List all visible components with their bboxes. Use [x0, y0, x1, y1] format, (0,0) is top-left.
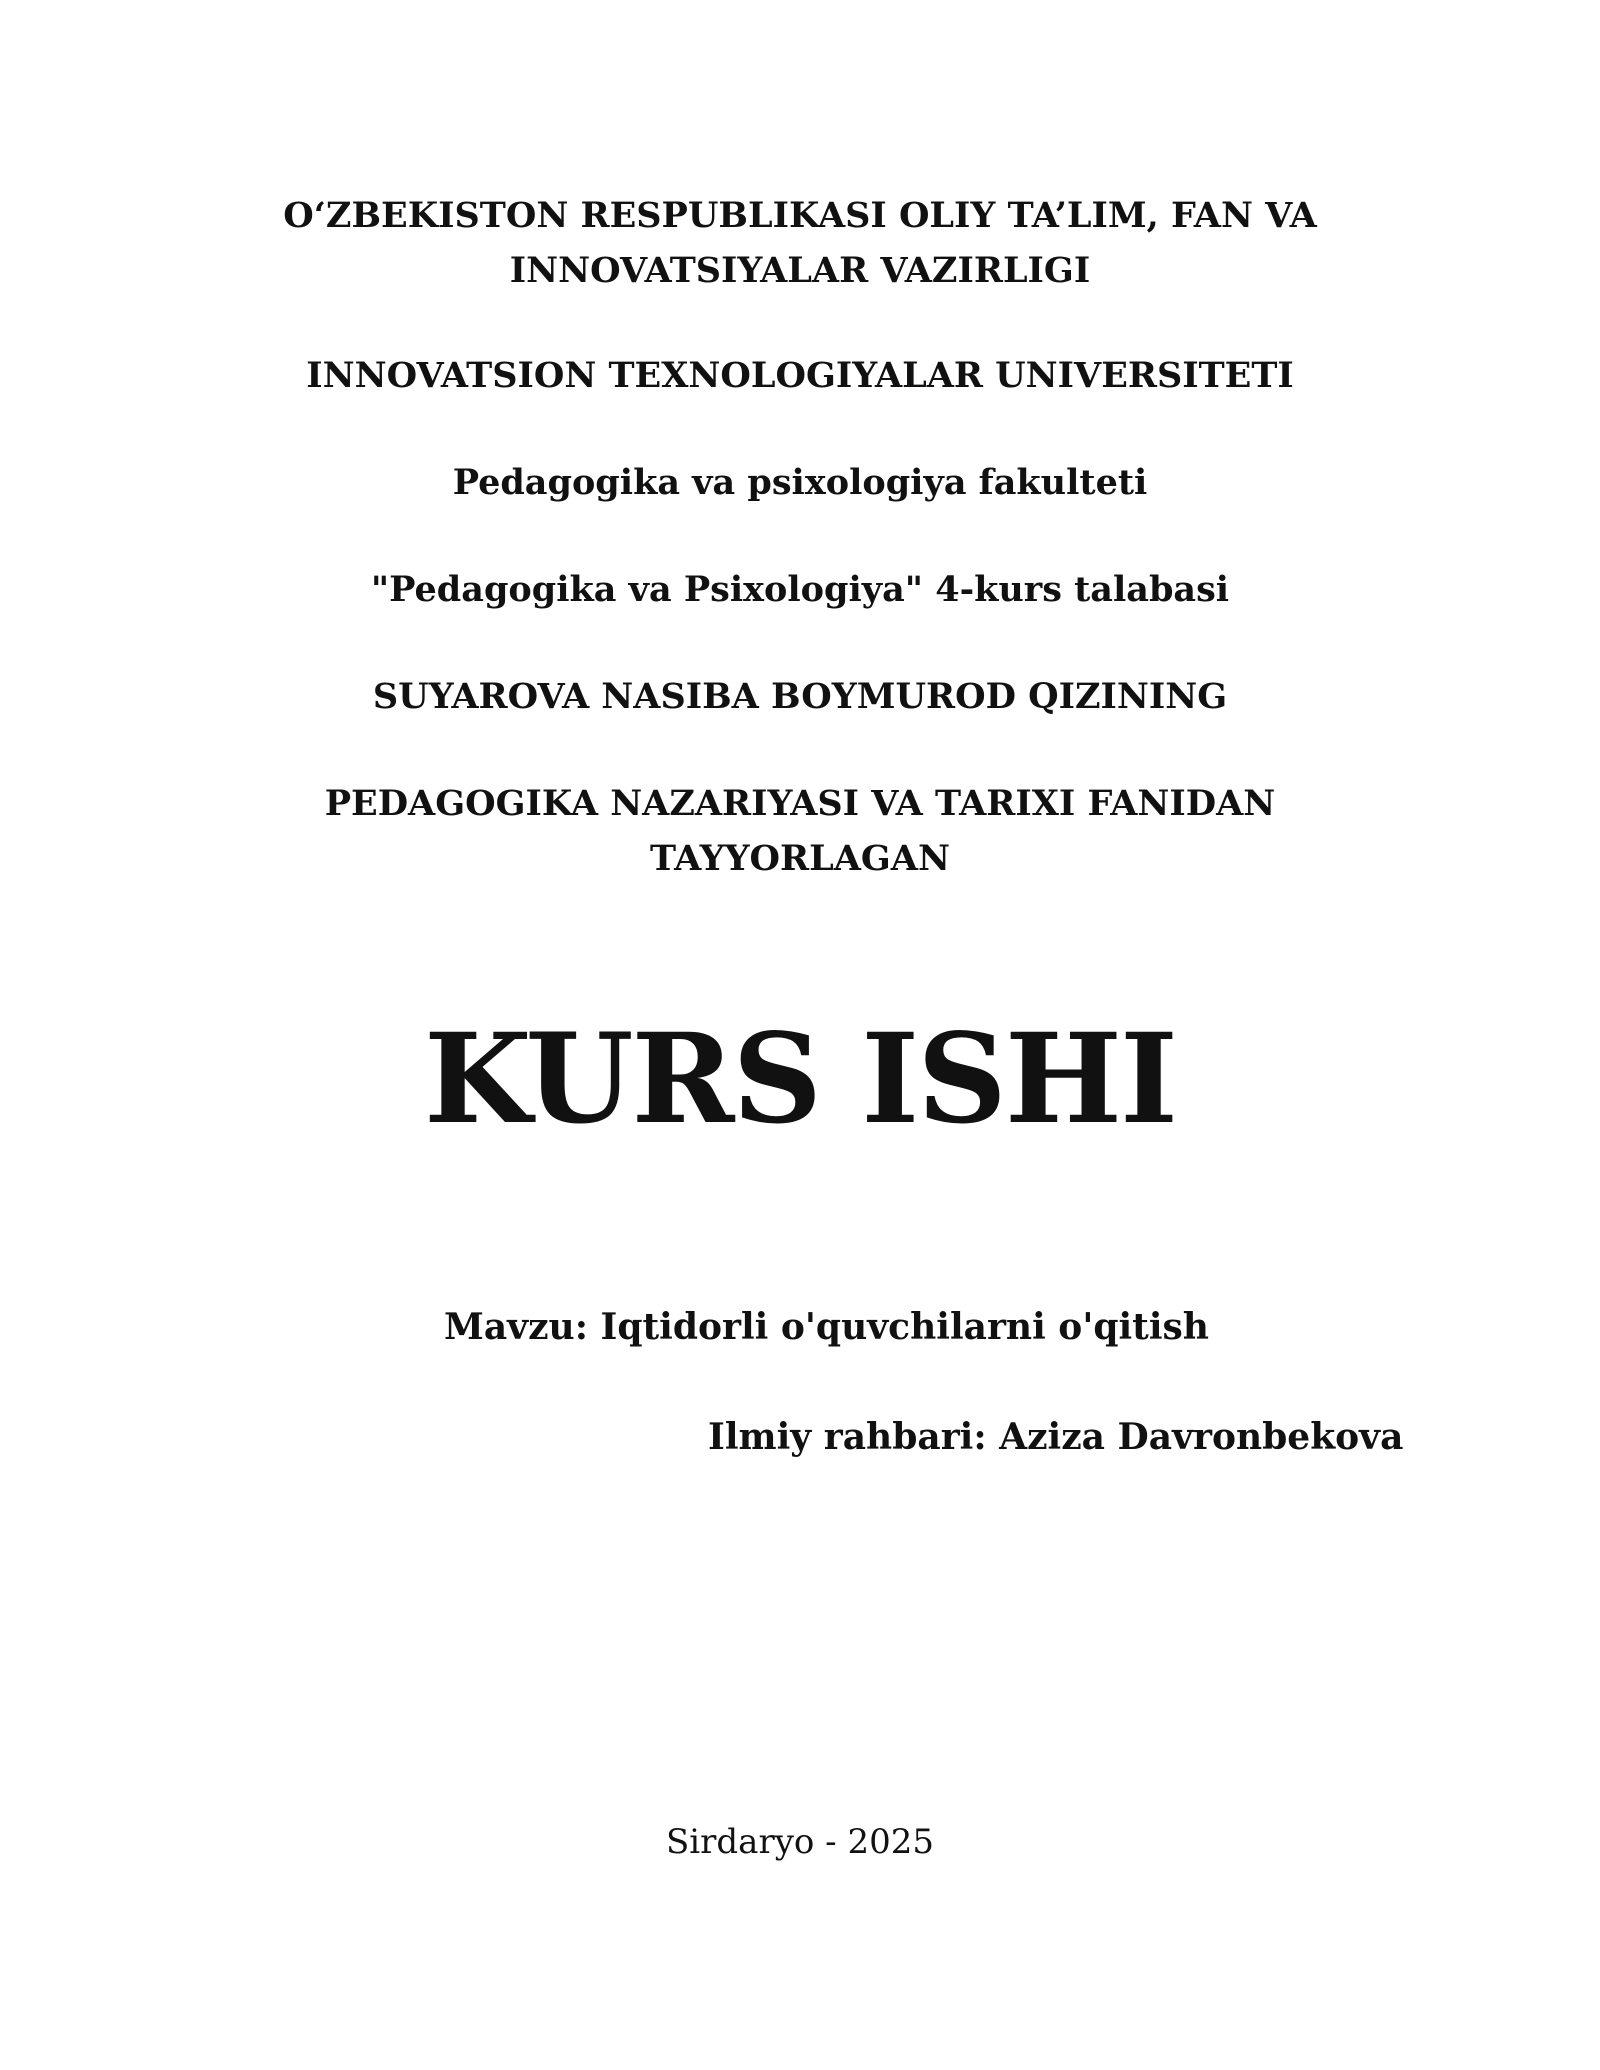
ministry-line-2: INNOVATSIYALAR VAZIRLIGI	[509, 250, 1091, 291]
ministry-heading	[0, 188, 1600, 298]
subject-heading	[0, 776, 1600, 886]
supervisor-line: Ilmiy rahbari: Aziza Davronbekova	[708, 1416, 1404, 1458]
ministry-line-1: O‘ZBEKISTON RESPUBLIKASI OLIY TA’LIM, FAN VA	[283, 195, 1317, 236]
place-year: Sirdaryo - 2025	[665, 1822, 934, 1862]
faculty-name: Pedagogika va psixologiya fakulteti	[452, 462, 1148, 503]
document-type-title: KURS ISHI	[424, 1007, 1176, 1152]
topic-line: Mavzu: Iqtidorli o'quvchilarni o'qitish	[444, 1306, 1209, 1348]
student-course: "Pedagogika va Psixologiya" 4-kurs talabasi	[370, 569, 1230, 610]
subject-line-2: TAYYORLAGAN	[650, 838, 950, 879]
university-name: INNOVATSION TEXNOLOGIYALAR UNIVERSITETI	[306, 355, 1294, 396]
student-name: SUYAROVA NASIBA BOYMUROD QIZINING	[372, 676, 1228, 717]
subject-line-1: PEDAGOGIKA NAZARIYASI VA TARIXI FANIDAN	[324, 783, 1276, 824]
